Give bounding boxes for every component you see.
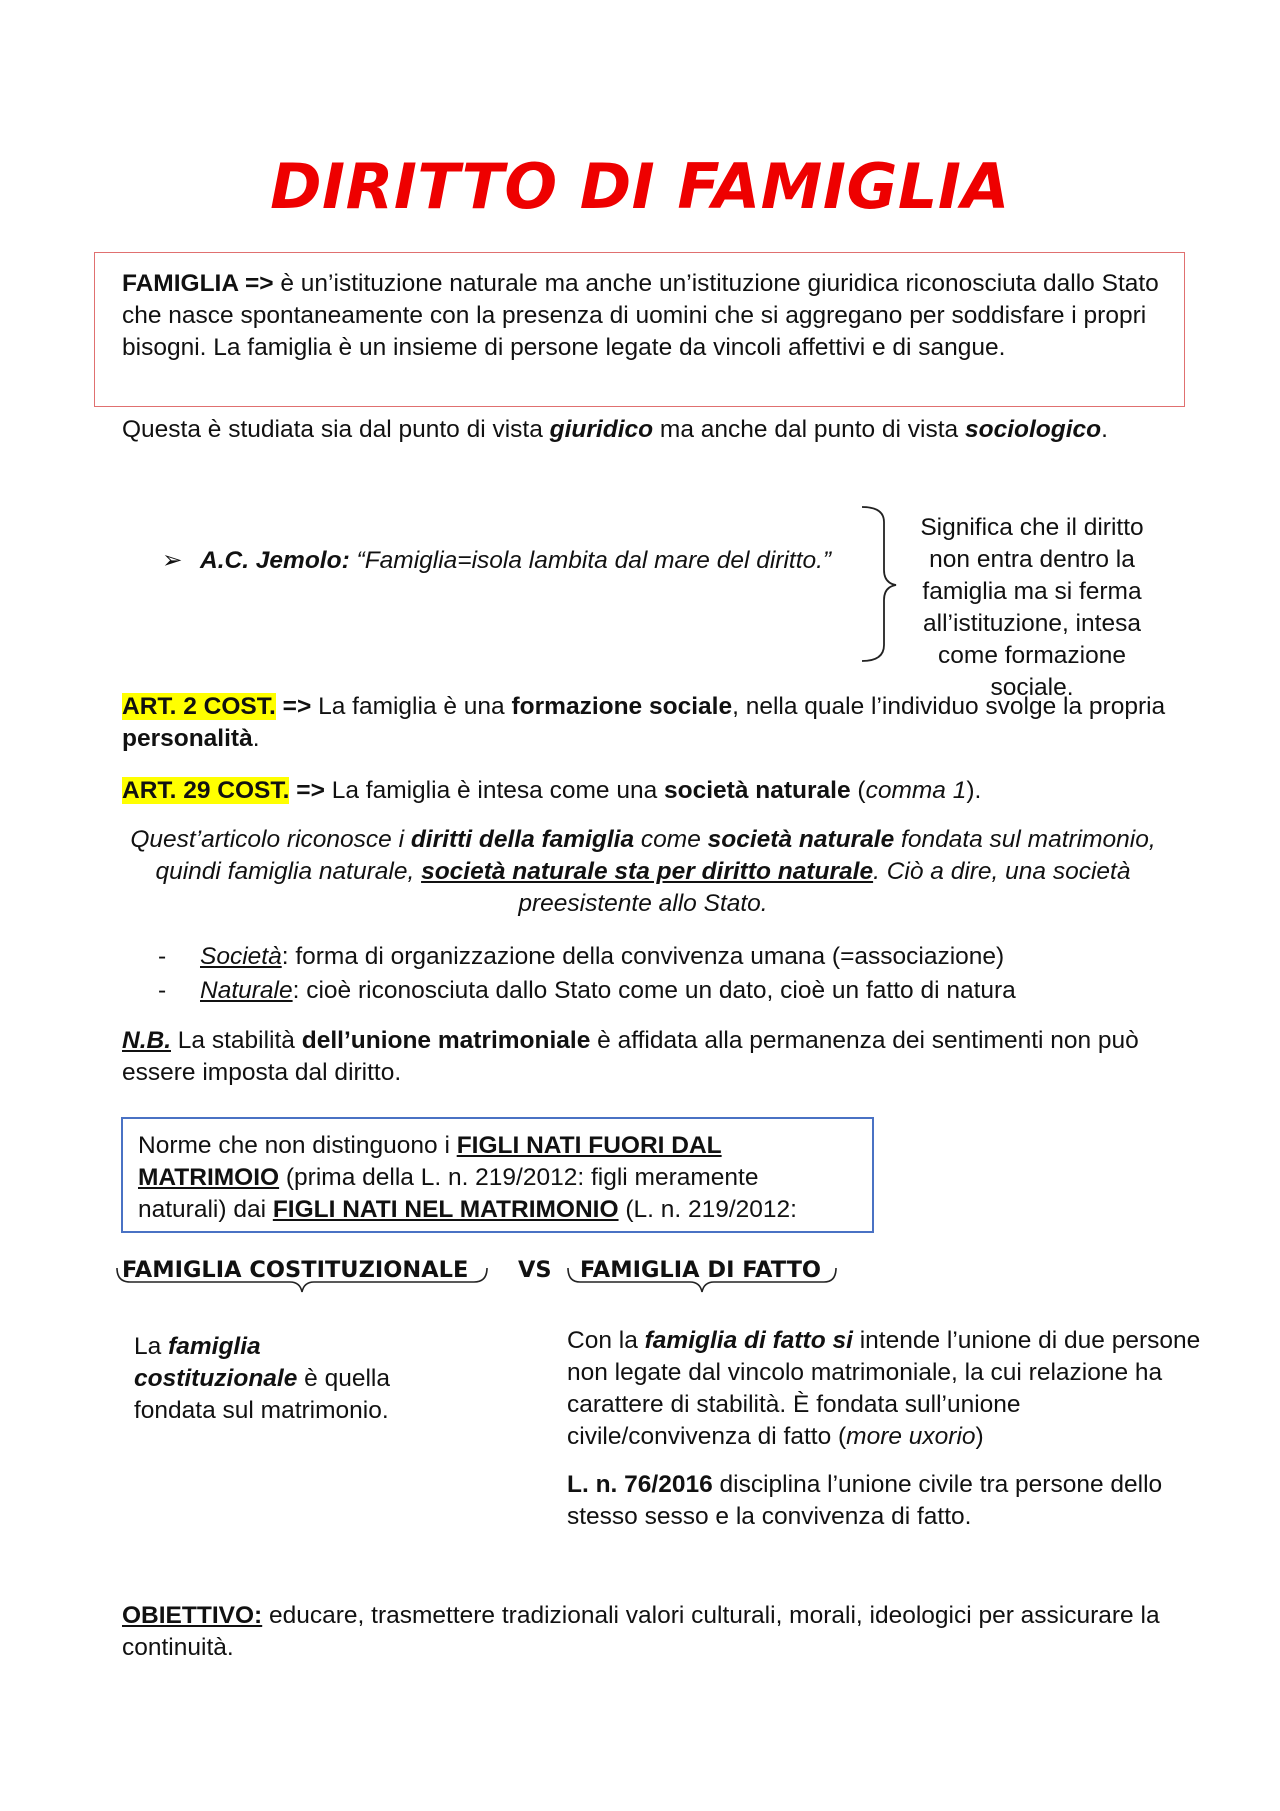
right-column-text: Con la famiglia di fatto si intende l’unione di due persone non legate dal vincolo matrimoniale, la cui relazione ha carattere di stabilità. È fondata sull’unione civile/convivenza di fatto (more uxorio) xyxy=(567,1327,1201,1450)
right-curly-brace-icon xyxy=(862,507,896,661)
objective-label: OBIETTIVO: xyxy=(122,1602,263,1629)
art2-label: ART. 2 COST. xyxy=(122,693,276,720)
article-commentary: Quest’articolo riconosce i diritti della famiglia come società naturale fondata sul matrimonio, quindi famiglia naturale, società naturale sta per diritto naturale. Ciò a dire, una società preesistente allo Stato. xyxy=(130,826,1156,917)
art2-paragraph: ART. 2 COST. => La famiglia è una formazione sociale, nella quale l’individuo svolge la propria personalità. xyxy=(122,693,1166,752)
left-heading: FAMIGLIA COSTITUZIONALE xyxy=(122,1257,469,1283)
art29-paragraph: ART. 29 COST. => La famiglia è intesa come una società naturale (comma 1). xyxy=(122,777,982,804)
definition-term: FAMIGLIA => xyxy=(122,270,274,297)
nb-label: N.B. xyxy=(122,1027,171,1054)
art29-label: ART. 29 COST. xyxy=(122,777,290,804)
jemolo-quote: ➢ A.C. Jemolo: “Famiglia=isola lambita dal mare del diritto.” xyxy=(162,545,882,577)
jemolo-side-note: Significa che il diritto non entra dentro la famiglia ma si ferma all’istituzione, intesa come formazione sociale. xyxy=(920,514,1144,701)
norms-text: Norme che non distinguono i FIGLI NATI FUORI DAL MATRIMOIO (prima della L. n. 219/2012: figli meramente naturali) dai FIGLI NATI NEL MATRIMONIO (L. n. 219/2012: xyxy=(138,1132,797,1223)
definition-text: FAMIGLIA => è un’istituzione naturale ma anche un’istituzione giuridica riconosciuta dallo Stato che nasce spontaneamente con la presenza di uomini che si aggregano per soddisfare i propri bisogni. La famiglia è un insieme di persone legate da vincoli affettivi e di sangue. xyxy=(122,270,1159,361)
list-item: - Società: forma di organizzazione della convivenza umana (=associazione) xyxy=(158,943,1005,970)
vs-label: VS xyxy=(518,1257,552,1283)
studied-paragraph: Questa è studiata sia dal punto di vista giuridico ma anche dal punto di vista sociologico. xyxy=(122,416,1108,443)
right-heading: FAMIGLIA DI FATTO xyxy=(580,1257,822,1283)
nb-paragraph: N.B. La stabilità dell’unione matrimoniale è affidata alla permanenza dei sentimenti non può essere imposta dal diritto. xyxy=(122,1027,1139,1086)
list-item: - Naturale: cioè riconosciuta dallo Stato come un dato, cioè un fatto di natura xyxy=(158,977,1016,1004)
page-title: DIRITTO DI FAMIGLIA xyxy=(270,150,1010,223)
law-paragraph: L. n. 76/2016 disciplina l’unione civile tra persone dello stesso sesso e la convivenza di fatto. xyxy=(567,1471,1163,1530)
objective-paragraph: OBIETTIVO: educare, trasmettere tradizionali valori culturali, morali, ideologici per assicurare la continuità. xyxy=(122,1602,1160,1661)
left-column-text: La famiglia costituzionale è quella fondata sul matrimonio. xyxy=(134,1333,390,1424)
arrow-bullet-icon: ➢ xyxy=(162,547,183,574)
